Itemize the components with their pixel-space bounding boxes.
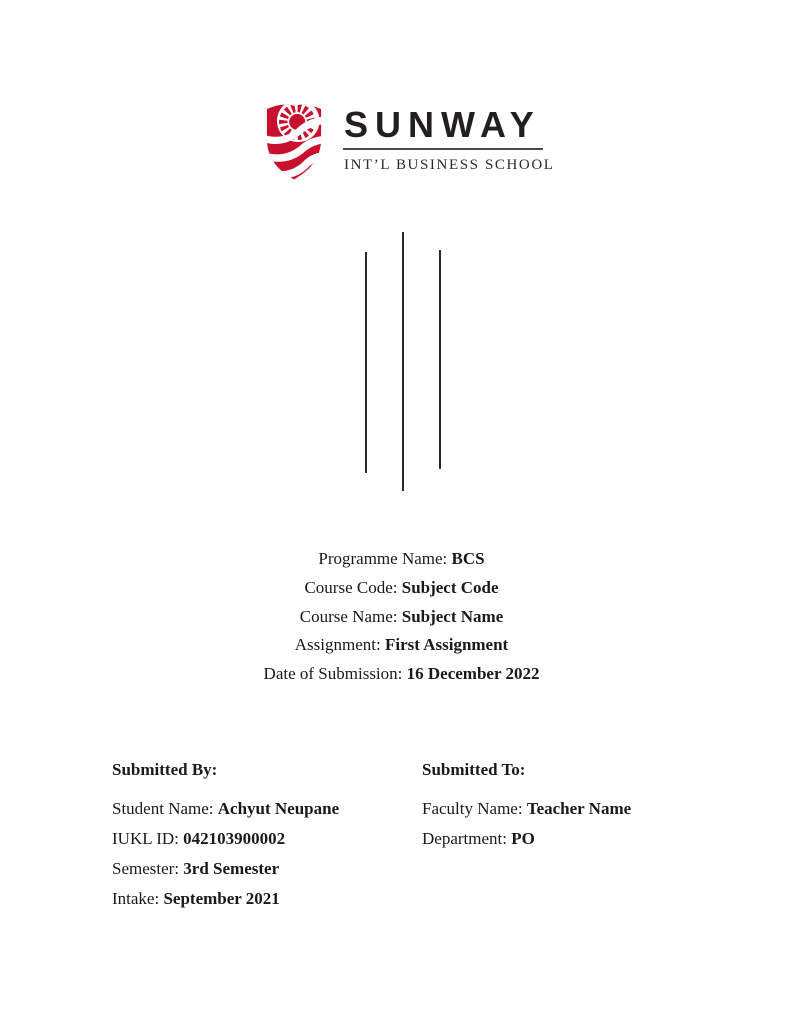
logo-divider — [343, 148, 543, 150]
course-code-value: Subject Code — [401, 577, 499, 597]
vertical-rule-left — [365, 252, 367, 473]
submission-date-value: 16 December 2022 — [406, 664, 540, 683]
department-value: PO — [511, 829, 535, 848]
faculty-name-row — [422, 799, 631, 819]
department-row — [422, 829, 631, 849]
student-name-label: Student Name: — [112, 799, 214, 818]
assignment-value: First Assignment — [384, 635, 509, 655]
faculty-name-label: Faculty Name: — [422, 799, 523, 818]
intake-row — [112, 889, 339, 909]
intake-value: September 2021 — [163, 889, 280, 908]
course-name-label: Course Name: — [299, 606, 398, 626]
vertical-rule-middle — [402, 232, 404, 491]
iukl-id-label: IUKL ID: — [112, 829, 179, 848]
logo-brand-text: SUNWAY — [344, 104, 541, 145]
course-code-line — [9, 574, 794, 603]
submitted-to-heading: Submitted To: — [422, 760, 526, 779]
submitted-to-section — [422, 760, 631, 859]
semester-row — [112, 859, 339, 879]
programme-name-value: BCS — [451, 549, 485, 568]
iukl-id-row — [112, 829, 339, 849]
programme-name-label: Programme Name: — [318, 549, 448, 568]
logo-subtitle: INT’L BUSINESS SCHOOL — [344, 157, 555, 173]
submitted-by-section — [112, 760, 339, 919]
intake-label: Intake: — [112, 889, 160, 908]
assignment-label: Assignment: — [294, 635, 381, 655]
iukl-id-value: 042103900002 — [183, 829, 286, 848]
assignment-details — [0, 545, 794, 689]
semester-label: Semester: — [112, 859, 180, 878]
faculty-name-value: Teacher Name — [526, 799, 632, 818]
vertical-rule-right — [439, 250, 441, 469]
submission-date-label: Date of Submission: — [263, 664, 403, 683]
student-name-value: Achyut Neupane — [217, 799, 340, 818]
course-name-line — [9, 603, 794, 632]
assignment-line — [9, 631, 794, 660]
department-label: Department: — [422, 829, 507, 848]
sunway-shield-icon — [262, 97, 326, 183]
student-name-row — [112, 799, 339, 819]
semester-value: 3rd Semester — [183, 859, 280, 878]
course-code-label: Course Code: — [304, 577, 398, 597]
course-name-value: Subject Name — [401, 606, 504, 626]
programme-name-line — [9, 545, 794, 574]
submitted-by-heading: Submitted By: — [112, 760, 218, 779]
submission-date-line — [9, 660, 794, 689]
